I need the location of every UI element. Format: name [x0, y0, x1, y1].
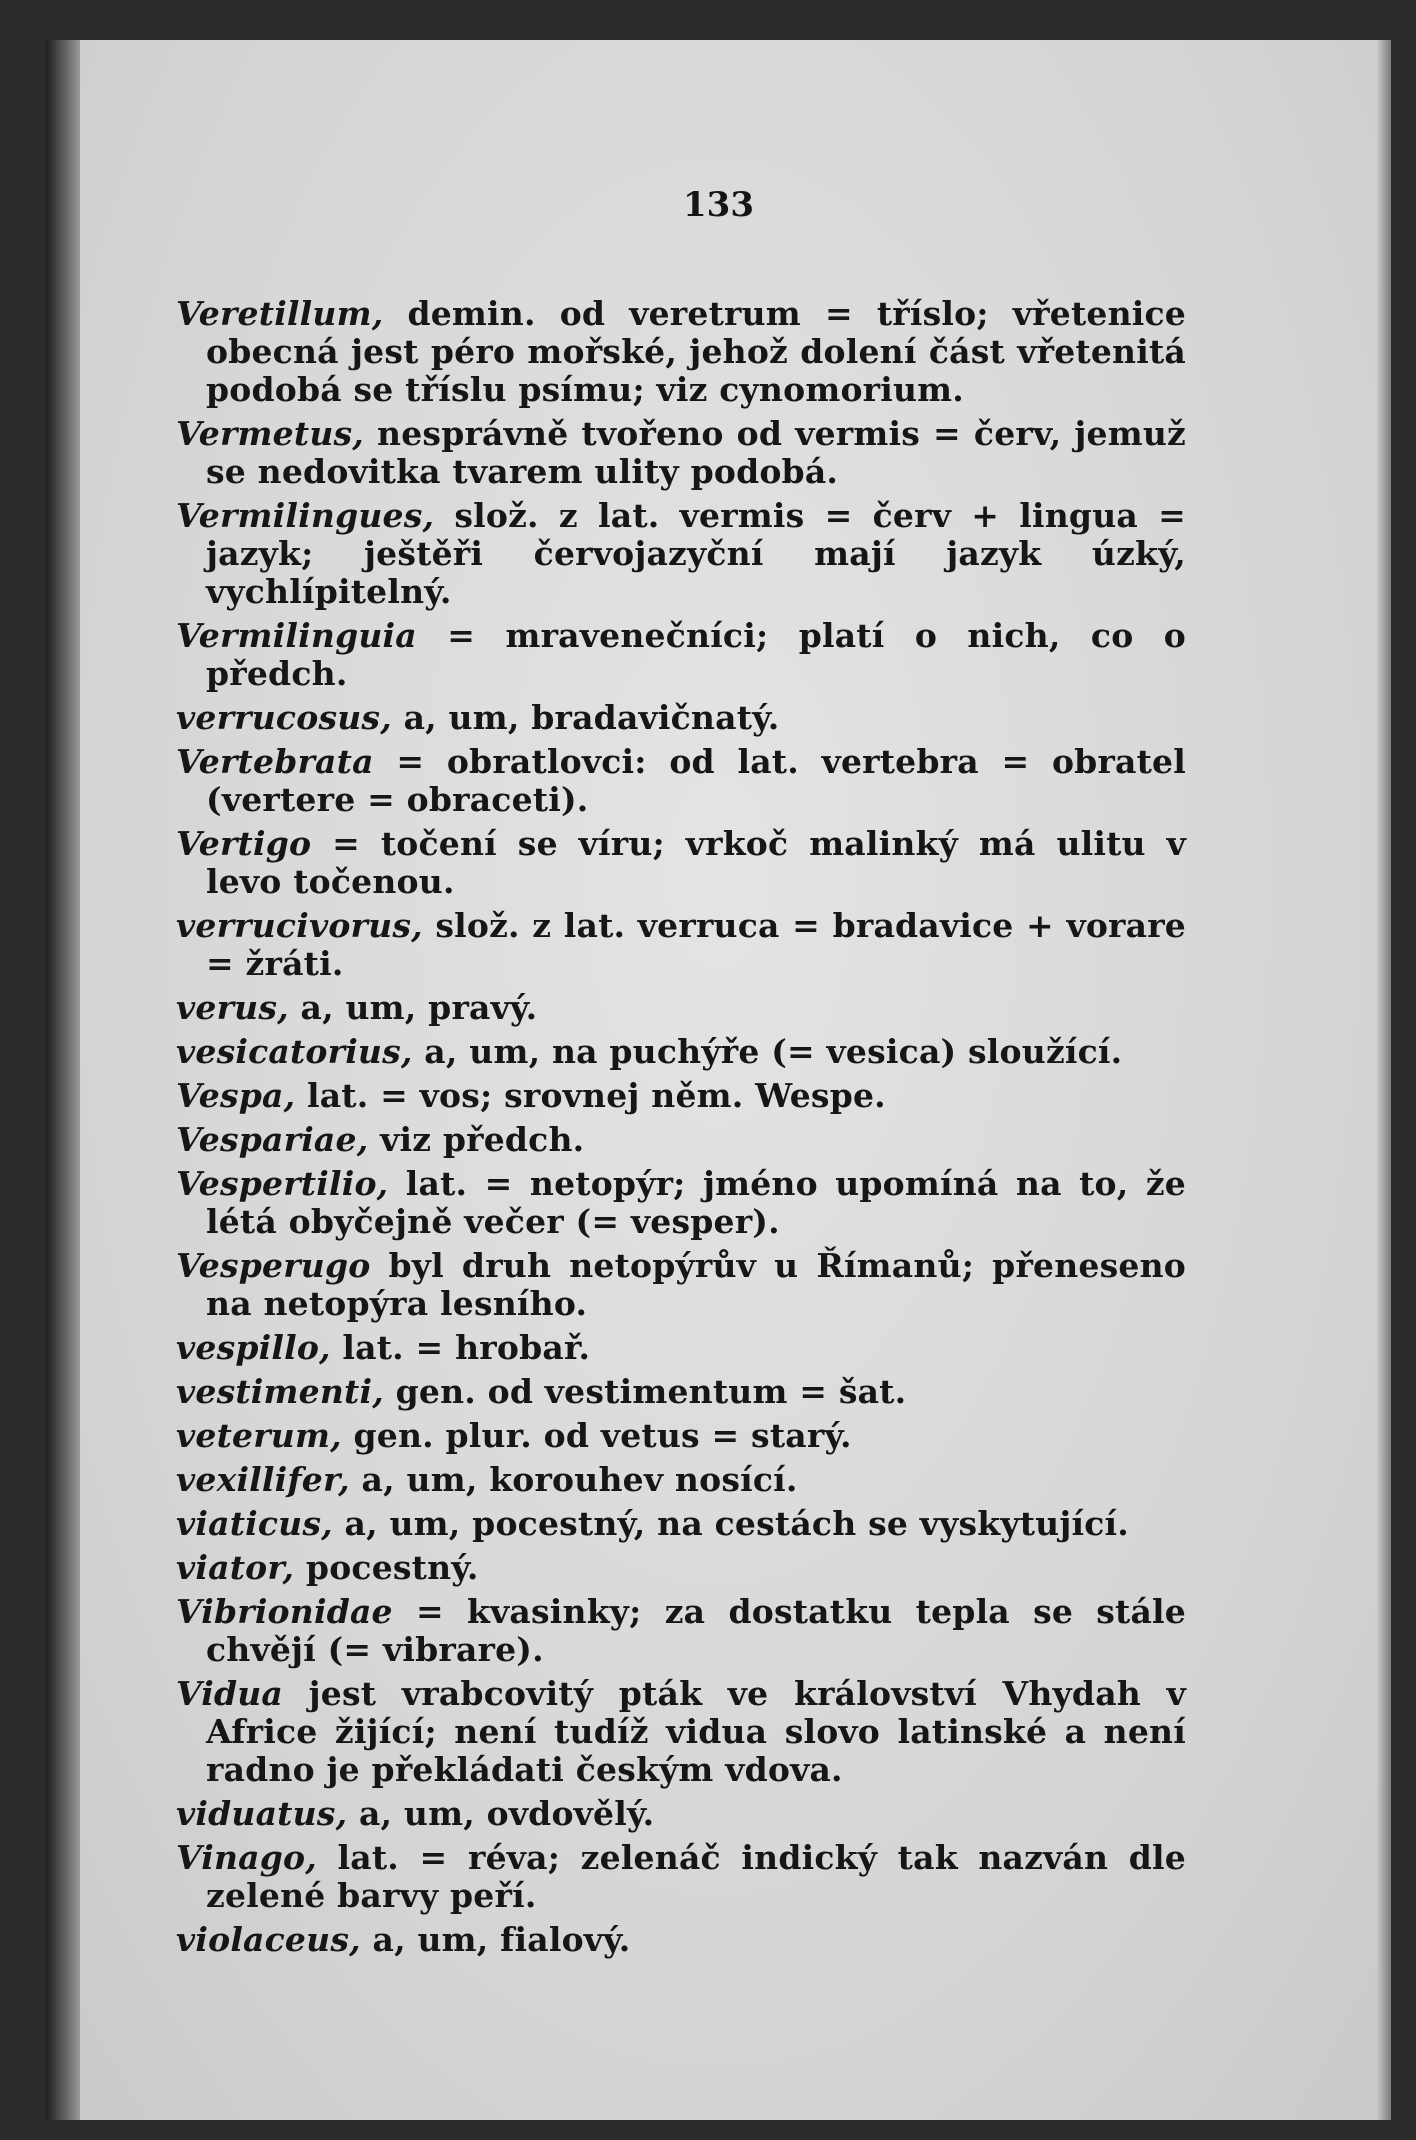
entry-definition: a, um, bradavičnatý.: [391, 698, 780, 737]
entry-headword: Vermilinguia: [176, 616, 417, 655]
entry-headword: Vertebrata: [176, 742, 374, 781]
dictionary-entry: [176, 825, 1186, 901]
dictionary-entry: [176, 1373, 1186, 1411]
dictionary-entry: [176, 1033, 1186, 1071]
entry-headword: Vespariae,: [176, 1120, 369, 1159]
entry-headword: vestimenti,: [176, 1372, 384, 1411]
entry-definition: = obratlovci: od lat. vertebra = obratel (vertere = obraceti).: [206, 742, 1186, 819]
entry-headword: Vibrionidae: [176, 1592, 393, 1631]
dictionary-entry: [176, 1549, 1186, 1587]
entry-definition: gen. plur. od vetus = starý.: [341, 1416, 852, 1455]
entry-definition: lat. = netopýr; jméno upomíná na to, že létá obyčejně večer (= vesper).: [206, 1164, 1186, 1241]
entry-headword: veterum,: [176, 1416, 342, 1455]
entry-definition: lat. = réva; zelenáč indický tak nazván dle zelené barvy peří.: [206, 1838, 1186, 1915]
entry-headword: Vertigo: [176, 824, 312, 863]
page-number: 133: [683, 185, 754, 225]
entry-definition: a, um, fialový.: [360, 1920, 631, 1959]
dictionary-entry: [176, 989, 1186, 1027]
entry-headword: Veretillum,: [176, 294, 384, 333]
entry-headword: viator,: [176, 1548, 295, 1587]
entry-definition: = mravenečníci; platí o nich, co o předch.: [206, 616, 1186, 693]
entry-headword: Vinago,: [176, 1838, 317, 1877]
entry-definition: a, um, ovdovělý.: [347, 1794, 655, 1833]
entry-headword: Vespertilio,: [176, 1164, 389, 1203]
dictionary-entry: [176, 1165, 1186, 1241]
entry-headword: vexillifer,: [176, 1460, 350, 1499]
entry-definition: lat. = vos; srovnej něm. Wespe.: [295, 1076, 886, 1115]
entry-headword: verrucosus,: [176, 698, 392, 737]
entry-headword: Vesperugo: [176, 1246, 371, 1285]
dictionary-entry: [176, 1329, 1186, 1367]
entry-definition: = točení se víru; vrkoč malinký má ulitu v levo točenou.: [206, 824, 1186, 901]
dictionary-entries: [176, 295, 1186, 1965]
dictionary-entry: [176, 295, 1186, 409]
dictionary-entry: [176, 1839, 1186, 1915]
entry-definition: a, um, pravý.: [288, 988, 538, 1027]
entry-definition: a, um, korouhev nosící.: [349, 1460, 798, 1499]
entry-headword: Vespa,: [176, 1076, 296, 1115]
dictionary-entry: [176, 1247, 1186, 1323]
book-spine-shadow: [46, 40, 80, 2120]
entry-definition: lat. = hrobař.: [330, 1328, 591, 1367]
dictionary-entry: [176, 1505, 1186, 1543]
entry-headword: Vidua: [176, 1674, 284, 1713]
dictionary-entry: [176, 1675, 1186, 1789]
dictionary-entry: [176, 415, 1186, 491]
entry-headword: vesicatorius,: [176, 1032, 413, 1071]
entry-headword: vespillo,: [176, 1328, 331, 1367]
entry-headword: verrucivorus,: [176, 906, 423, 945]
entry-definition: nesprávně tvořeno od vermis = červ, jemuž se nedovitka tvarem ulity podobá.: [206, 414, 1186, 491]
entry-definition: = kvasinky; za dostatku tepla se stále chvějí (= vibrare).: [206, 1592, 1186, 1669]
entry-definition: byl druh netopýrův u Římanů; přeneseno na netopýra lesního.: [206, 1246, 1186, 1323]
entry-definition: pocestný.: [294, 1548, 479, 1587]
dictionary-entry: [176, 1121, 1186, 1159]
dictionary-entry: [176, 1461, 1186, 1499]
entry-headword: verus,: [176, 988, 289, 1027]
dictionary-entry: [176, 1795, 1186, 1833]
entry-definition: a, um, pocestný, na cestách se vyskytující.: [332, 1504, 1129, 1543]
entry-headword: Vermetus,: [176, 414, 364, 453]
dictionary-entry: [176, 617, 1186, 693]
entry-definition: jest vrabcovitý pták ve království Vhydah v Africe žijící; není tudíž vidua slovo latinské a není radno je překládati českým vdova.: [206, 1674, 1186, 1789]
dictionary-entry: [176, 907, 1186, 983]
dictionary-entry: [176, 1593, 1186, 1669]
dictionary-entry: [176, 497, 1186, 611]
entry-headword: viaticus,: [176, 1504, 333, 1543]
dictionary-entry: [176, 699, 1186, 737]
entry-headword: viduatus,: [176, 1794, 348, 1833]
entry-definition: a, um, na puchýře (= vesica) sloužící.: [412, 1032, 1123, 1071]
entry-definition: gen. od vestimentum = šat.: [383, 1372, 907, 1411]
page-edge-shadow: [1377, 40, 1391, 2120]
dictionary-entry: [176, 1417, 1186, 1455]
entry-definition: slož. z lat. vermis = červ + lingua = jazyk; ještěři červojazyční mají jazyk úzký, vychlípitelný.: [206, 496, 1186, 611]
entry-headword: Vermilingues,: [176, 496, 435, 535]
entry-definition: slož. z lat. verruca = bradavice + vorare = žráti.: [206, 906, 1186, 983]
dictionary-entry: [176, 743, 1186, 819]
entry-definition: viz předch.: [368, 1120, 585, 1159]
entry-headword: violaceus,: [176, 1920, 361, 1959]
entry-definition: demin. od veretrum = tříslo; vřetenice obecná jest péro mořské, jehož dolení část vřetenitá podobá se tříslu psímu; viz cynomorium.: [206, 294, 1186, 409]
dictionary-entry: [176, 1921, 1186, 1959]
book-page: [46, 40, 1391, 2120]
dictionary-entry: [176, 1077, 1186, 1115]
